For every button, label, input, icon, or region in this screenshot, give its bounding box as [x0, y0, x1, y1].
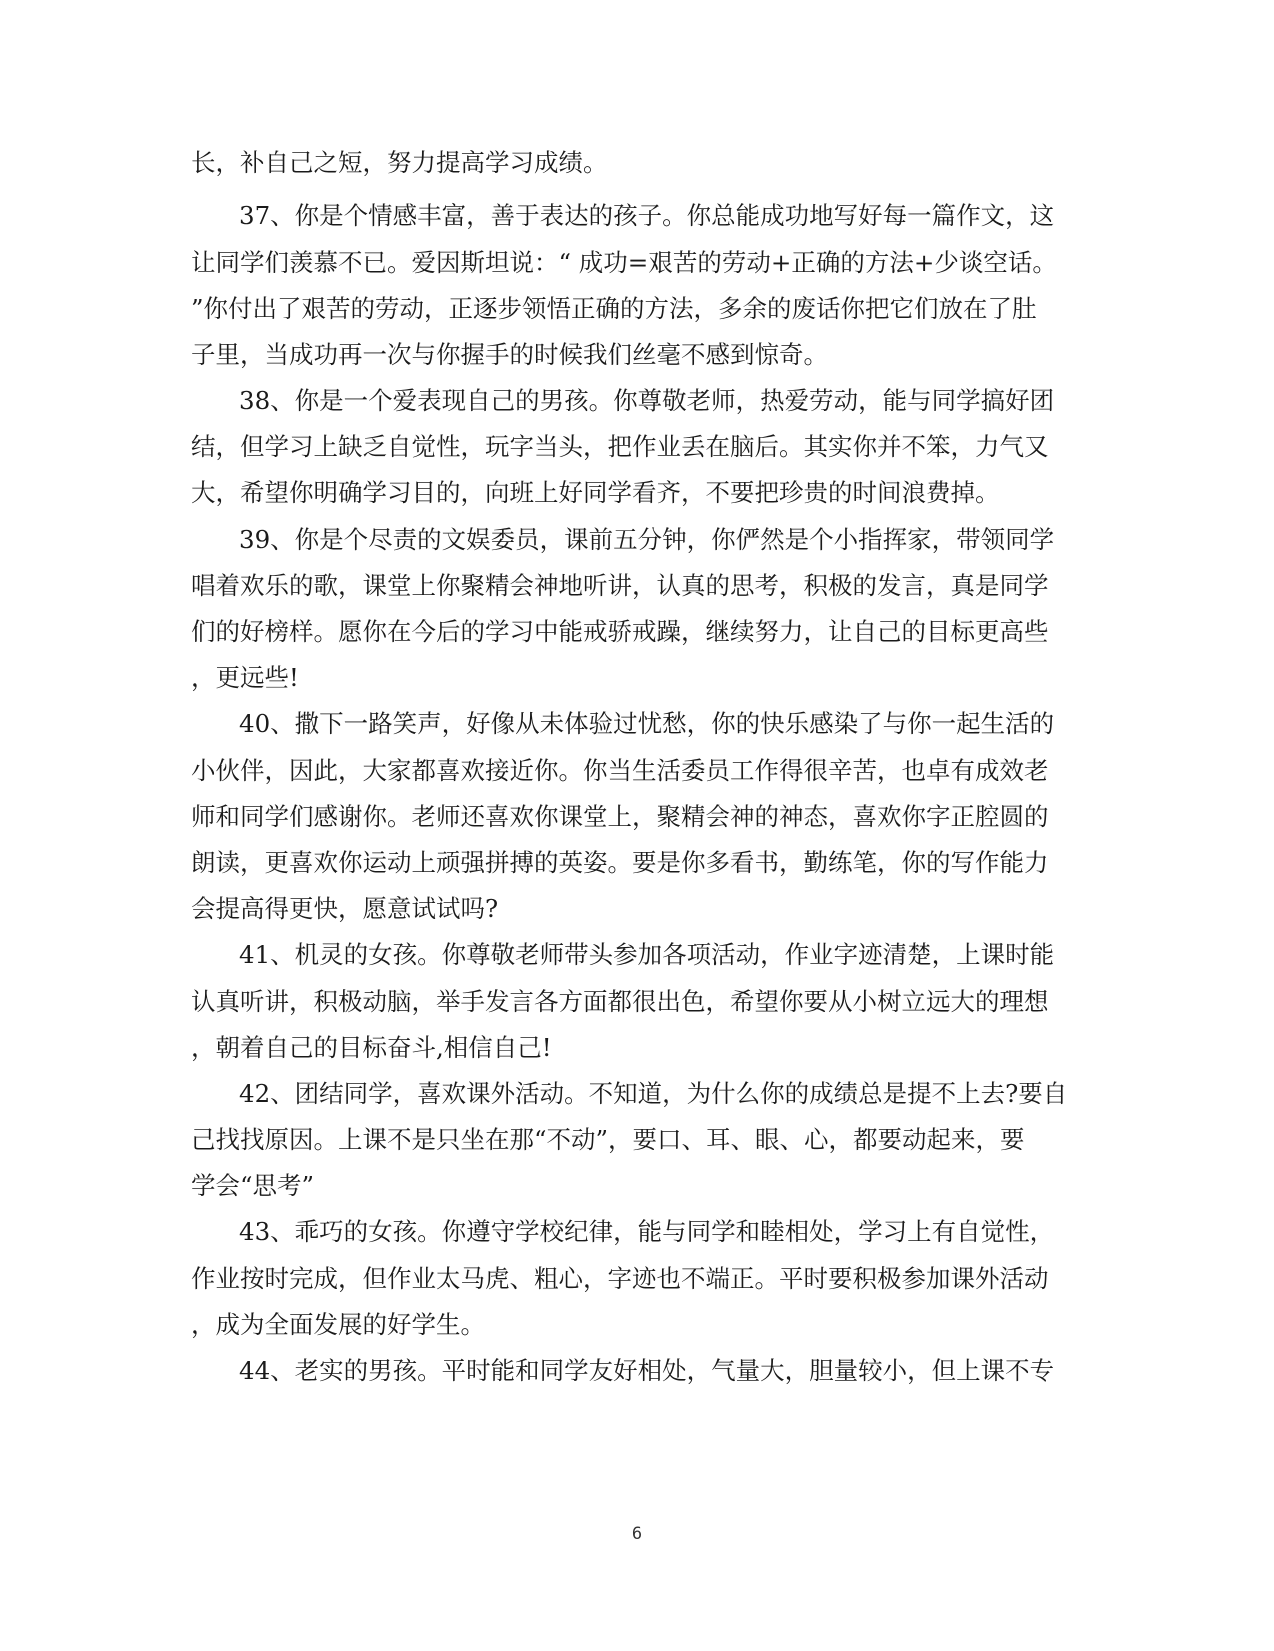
text-line: 37、你是个情感丰富，善于表达的孩子。你总能成功地写好每一篇作文，这 — [239, 201, 1055, 230]
text-line: 42、团结同学，喜欢课外活动。不知道，为什么你的成绩总是提不上去?要自 — [239, 1079, 1068, 1108]
text-line: 结，但学习上缺乏自觉性，玩字当头，把作业丢在脑后。其实你并不笨，力气又 — [191, 432, 1049, 461]
text-line: ，朝着自己的目标奋斗,相信自己! — [191, 1033, 552, 1062]
text-line: 39、你是个尽责的文娱委员，课前五分钟，你俨然是个小指挥家，带领同学 — [239, 525, 1055, 554]
text-line: 己找找原因。上课不是只坐在那“不动”，要口、耳、眼、心，都要动起来，要 — [191, 1125, 1025, 1154]
text-line: 子里，当成功再一次与你握手的时候我们丝毫不感到惊奇。 — [191, 340, 828, 369]
text-line: 长，补自己之短，努力提高学习成绩。 — [191, 148, 608, 177]
text-line: 41、机灵的女孩。你尊敬老师带头参加各项活动，作业字迹清楚，上课时能 — [239, 940, 1055, 969]
text-line: 44、老实的男孩。平时能和同学友好相处，气量大，胆量较小，但上课不专 — [239, 1356, 1055, 1385]
text-line: 让同学们羡慕不已。爱因斯坦说：“ 成功=艰苦的劳动+正确的方法+少谈空话。 — [191, 248, 1057, 277]
text-line: ，更远些! — [191, 663, 299, 692]
text-line: ”你付出了艰苦的劳动，正逐步领悟正确的方法，多余的废话你把它们放在了肚 — [191, 294, 1037, 323]
text-line: 朗读，更喜欢你运动上顽强拼搏的英姿。要是你多看书，勤练笔，你的写作能力 — [191, 848, 1049, 877]
text-line: 43、乖巧的女孩。你遵守学校纪律，能与同学和睦相处，学习上有自觉性， — [239, 1217, 1055, 1246]
text-line: 师和同学们感谢你。老师还喜欢你课堂上，聚精会神的神态，喜欢你字正腔圆的 — [191, 802, 1049, 831]
text-line: 小伙伴，因此，大家都喜欢接近你。你当生活委员工作得很辛苦，也卓有成效老 — [191, 756, 1049, 785]
text-line: 认真听讲，积极动脑，举手发言各方面都很出色，希望你要从小树立远大的理想 — [191, 987, 1049, 1016]
page-number: 6 — [631, 1524, 643, 1544]
text-line: 大，希望你明确学习目的，向班上好同学看齐，不要把珍贵的时间浪费掉。 — [191, 478, 1000, 507]
text-line: 38、你是一个爱表现自己的男孩。你尊敬老师，热爱劳动，能与同学搞好团 — [239, 386, 1055, 415]
text-line: 唱着欢乐的歌，课堂上你聚精会神地听讲，认真的思考，积极的发言，真是同学 — [191, 571, 1049, 600]
text-line: 学会“思考” — [191, 1171, 315, 1200]
text-line: 们的好榜样。愿你在今后的学习中能戒骄戒躁，继续努力，让自己的目标更高些 — [191, 617, 1049, 646]
text-line: 会提高得更快，愿意试试吗? — [191, 894, 499, 923]
text-line: ，成为全面发展的好学生。 — [191, 1310, 485, 1339]
text-line: 40、撒下一路笑声，好像从未体验过忧愁，你的快乐感染了与你一起生活的 — [239, 709, 1055, 738]
text-line: 作业按时完成，但作业太马虎、粗心，字迹也不端正。平时要积极参加课外活动 — [191, 1264, 1049, 1293]
